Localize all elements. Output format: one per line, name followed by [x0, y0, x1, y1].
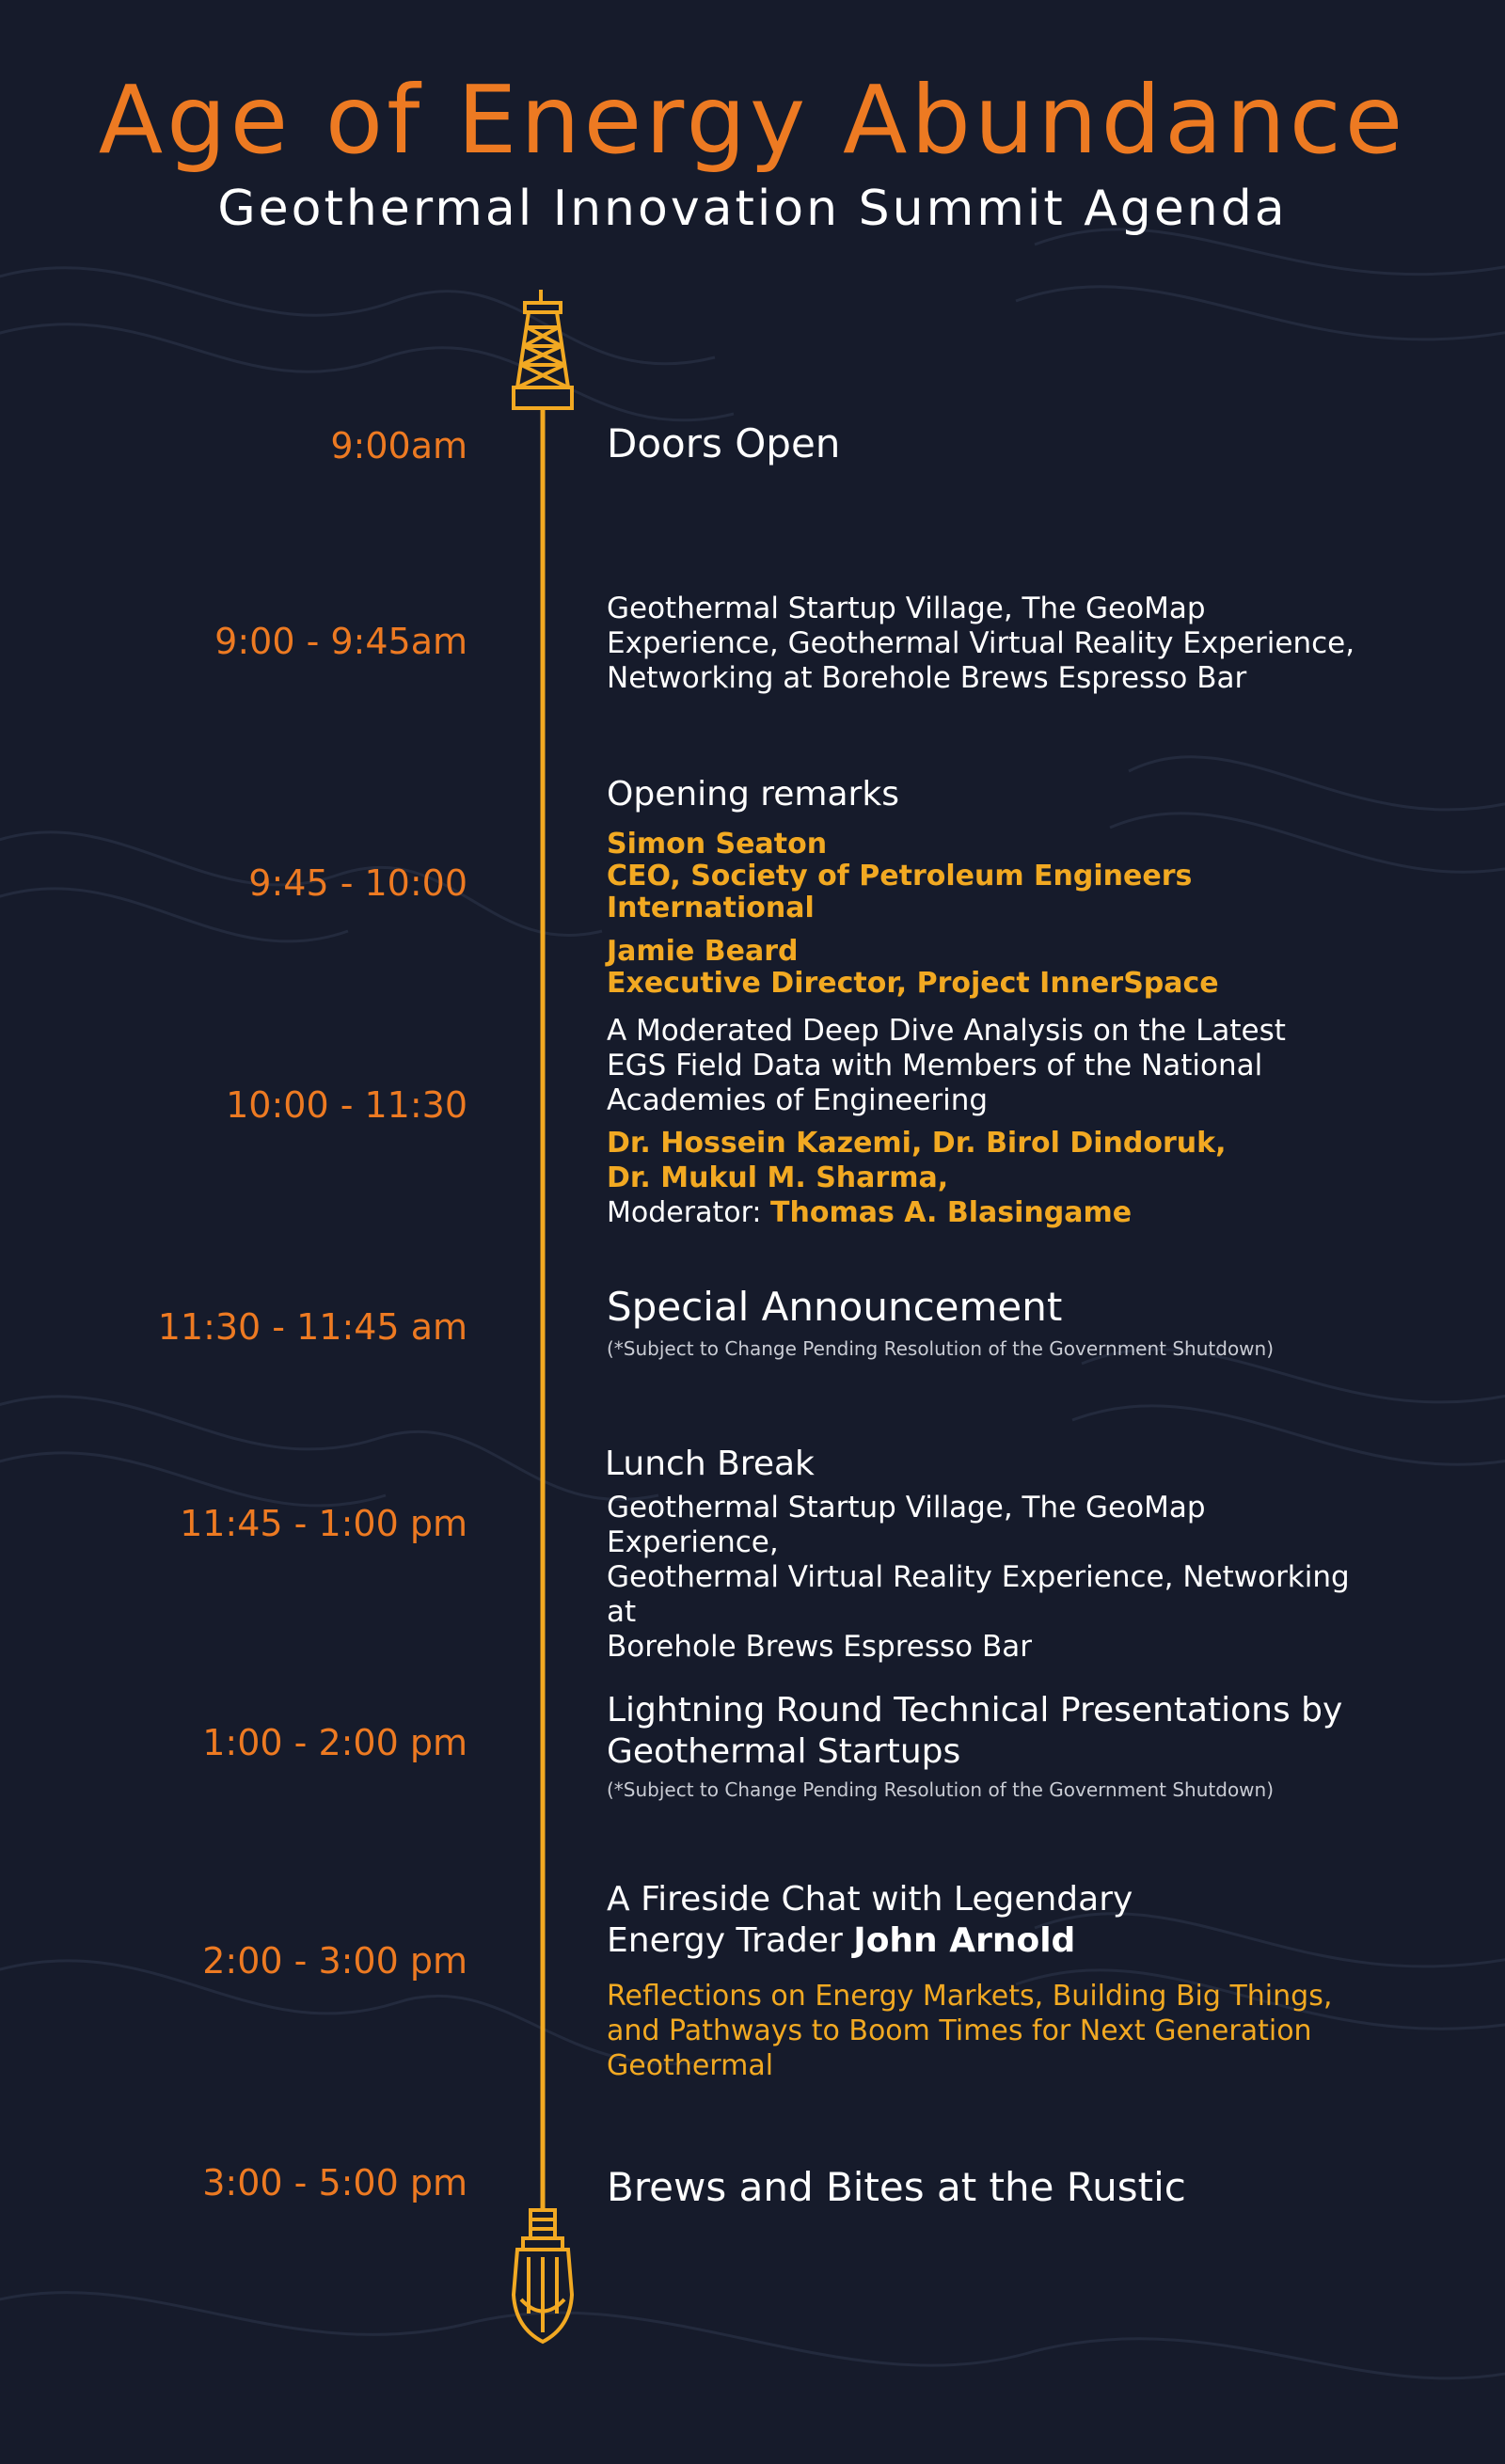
agenda-title: Opening remarks — [607, 775, 899, 813]
agenda-time: 2:00 - 3:00 pm — [202, 1940, 467, 1982]
speaker — [607, 936, 1359, 1000]
agenda-line: Experience, Geothermal Virtual Reality Experience, — [607, 626, 1355, 660]
agenda-description-line: Geothermal — [607, 2049, 774, 2082]
agenda-line: Geothermal Startups — [607, 1732, 961, 1771]
agenda-item — [607, 1879, 1359, 2083]
agenda-line: Geothermal Virtual Reality Experience, Networking at — [607, 1560, 1350, 1629]
agenda-description-line: and Pathways to Boom Times for Next Generation — [607, 2014, 1312, 2047]
agenda-line: EGS Field Data with Members of the National — [607, 1049, 1263, 1082]
agenda-item — [607, 1014, 1359, 1230]
agenda-line: Geothermal Startup Village, The GeoMap Experience, — [607, 1491, 1206, 1559]
agenda-time: 10:00 - 11:30 — [226, 1084, 467, 1126]
agenda-line: A Moderated Deep Dive Analysis on the Latest — [607, 1014, 1286, 1048]
page-title: Age of Energy Abundance — [98, 65, 1407, 175]
moderator-name: Thomas A. Blasingame — [770, 1196, 1133, 1229]
agenda-time: 9:45 - 10:00 — [248, 862, 467, 904]
agenda-time: 11:45 - 1:00 pm — [180, 1503, 467, 1544]
agenda-item — [607, 2163, 1359, 2212]
page-subtitle: Geothermal Innovation Summit Agenda — [217, 181, 1288, 237]
agenda-time: 11:30 - 11:45 am — [157, 1306, 467, 1348]
panelists — [607, 1126, 1359, 1230]
speaker-name: Simon Seaton — [607, 828, 828, 861]
speaker-role: Executive Director, Project InnerSpace — [607, 967, 1219, 1000]
drill-bit-icon — [514, 2210, 572, 2342]
panelist-line: Dr. Mukul M. Sharma, — [607, 1161, 949, 1194]
drilling-rig-icon — [514, 290, 572, 408]
agenda-line: Geothermal Startup Village, The GeoMap — [607, 592, 1206, 625]
agenda-item — [607, 1444, 1359, 1665]
agenda-line-prefix: Energy Trader — [607, 1921, 854, 1960]
header — [0, 66, 1505, 239]
agenda-description-line: Reflections on Energy Markets, Building Big Things, — [607, 1980, 1333, 2013]
agenda-title: Lunch Break — [605, 1445, 815, 1483]
panelist-line: Dr. Hossein Kazemi, Dr. Birol Dindoruk, — [607, 1127, 1227, 1160]
agenda-title: Doors Open — [607, 420, 841, 466]
speaker-role: CEO, Society of Petroleum Engineers International — [607, 860, 1193, 924]
agenda-line: Networking at Borehole Brews Espresso Bar — [607, 661, 1247, 695]
agenda-line: Lightning Round Technical Presentations by — [607, 1691, 1343, 1730]
agenda-item — [607, 592, 1359, 696]
agenda-item — [607, 774, 1359, 1000]
agenda-time: 9:00am — [330, 425, 467, 466]
moderator-label: Moderator: — [607, 1196, 771, 1229]
agenda-note: (*Subject to Change Pending Resolution of the Government Shutdown) — [607, 1337, 1275, 1360]
agenda-item — [607, 1283, 1359, 1362]
agenda-note: (*Subject to Change Pending Resolution of the Government Shutdown) — [607, 1778, 1275, 1801]
agenda-line: A Fireside Chat with Legendary — [607, 1880, 1133, 1919]
agenda-line: Academies of Engineering — [607, 1083, 989, 1117]
agenda-description — [607, 1979, 1359, 2083]
agenda-item — [607, 419, 1359, 468]
speaker — [607, 829, 1359, 924]
agenda-time: 3:00 - 5:00 pm — [202, 2162, 467, 2203]
speaker-name: Jamie Beard — [607, 935, 799, 968]
agenda-lines — [607, 1491, 1359, 1665]
moderator-line — [607, 1195, 1359, 1230]
agenda-title: Special Announcement — [607, 1284, 1063, 1330]
agenda-time: 9:00 - 9:45am — [214, 621, 467, 662]
agenda-time: 1:00 - 2:00 pm — [202, 1722, 467, 1763]
agenda-item — [607, 1690, 1359, 1803]
agenda-line: Borehole Brews Espresso Bar — [607, 1630, 1032, 1664]
timeline — [489, 282, 602, 2361]
featured-speaker: John Arnold — [853, 1921, 1076, 1960]
agenda-title: Brews and Bites at the Rustic — [607, 2164, 1186, 2210]
agenda-line — [607, 1920, 1359, 1962]
